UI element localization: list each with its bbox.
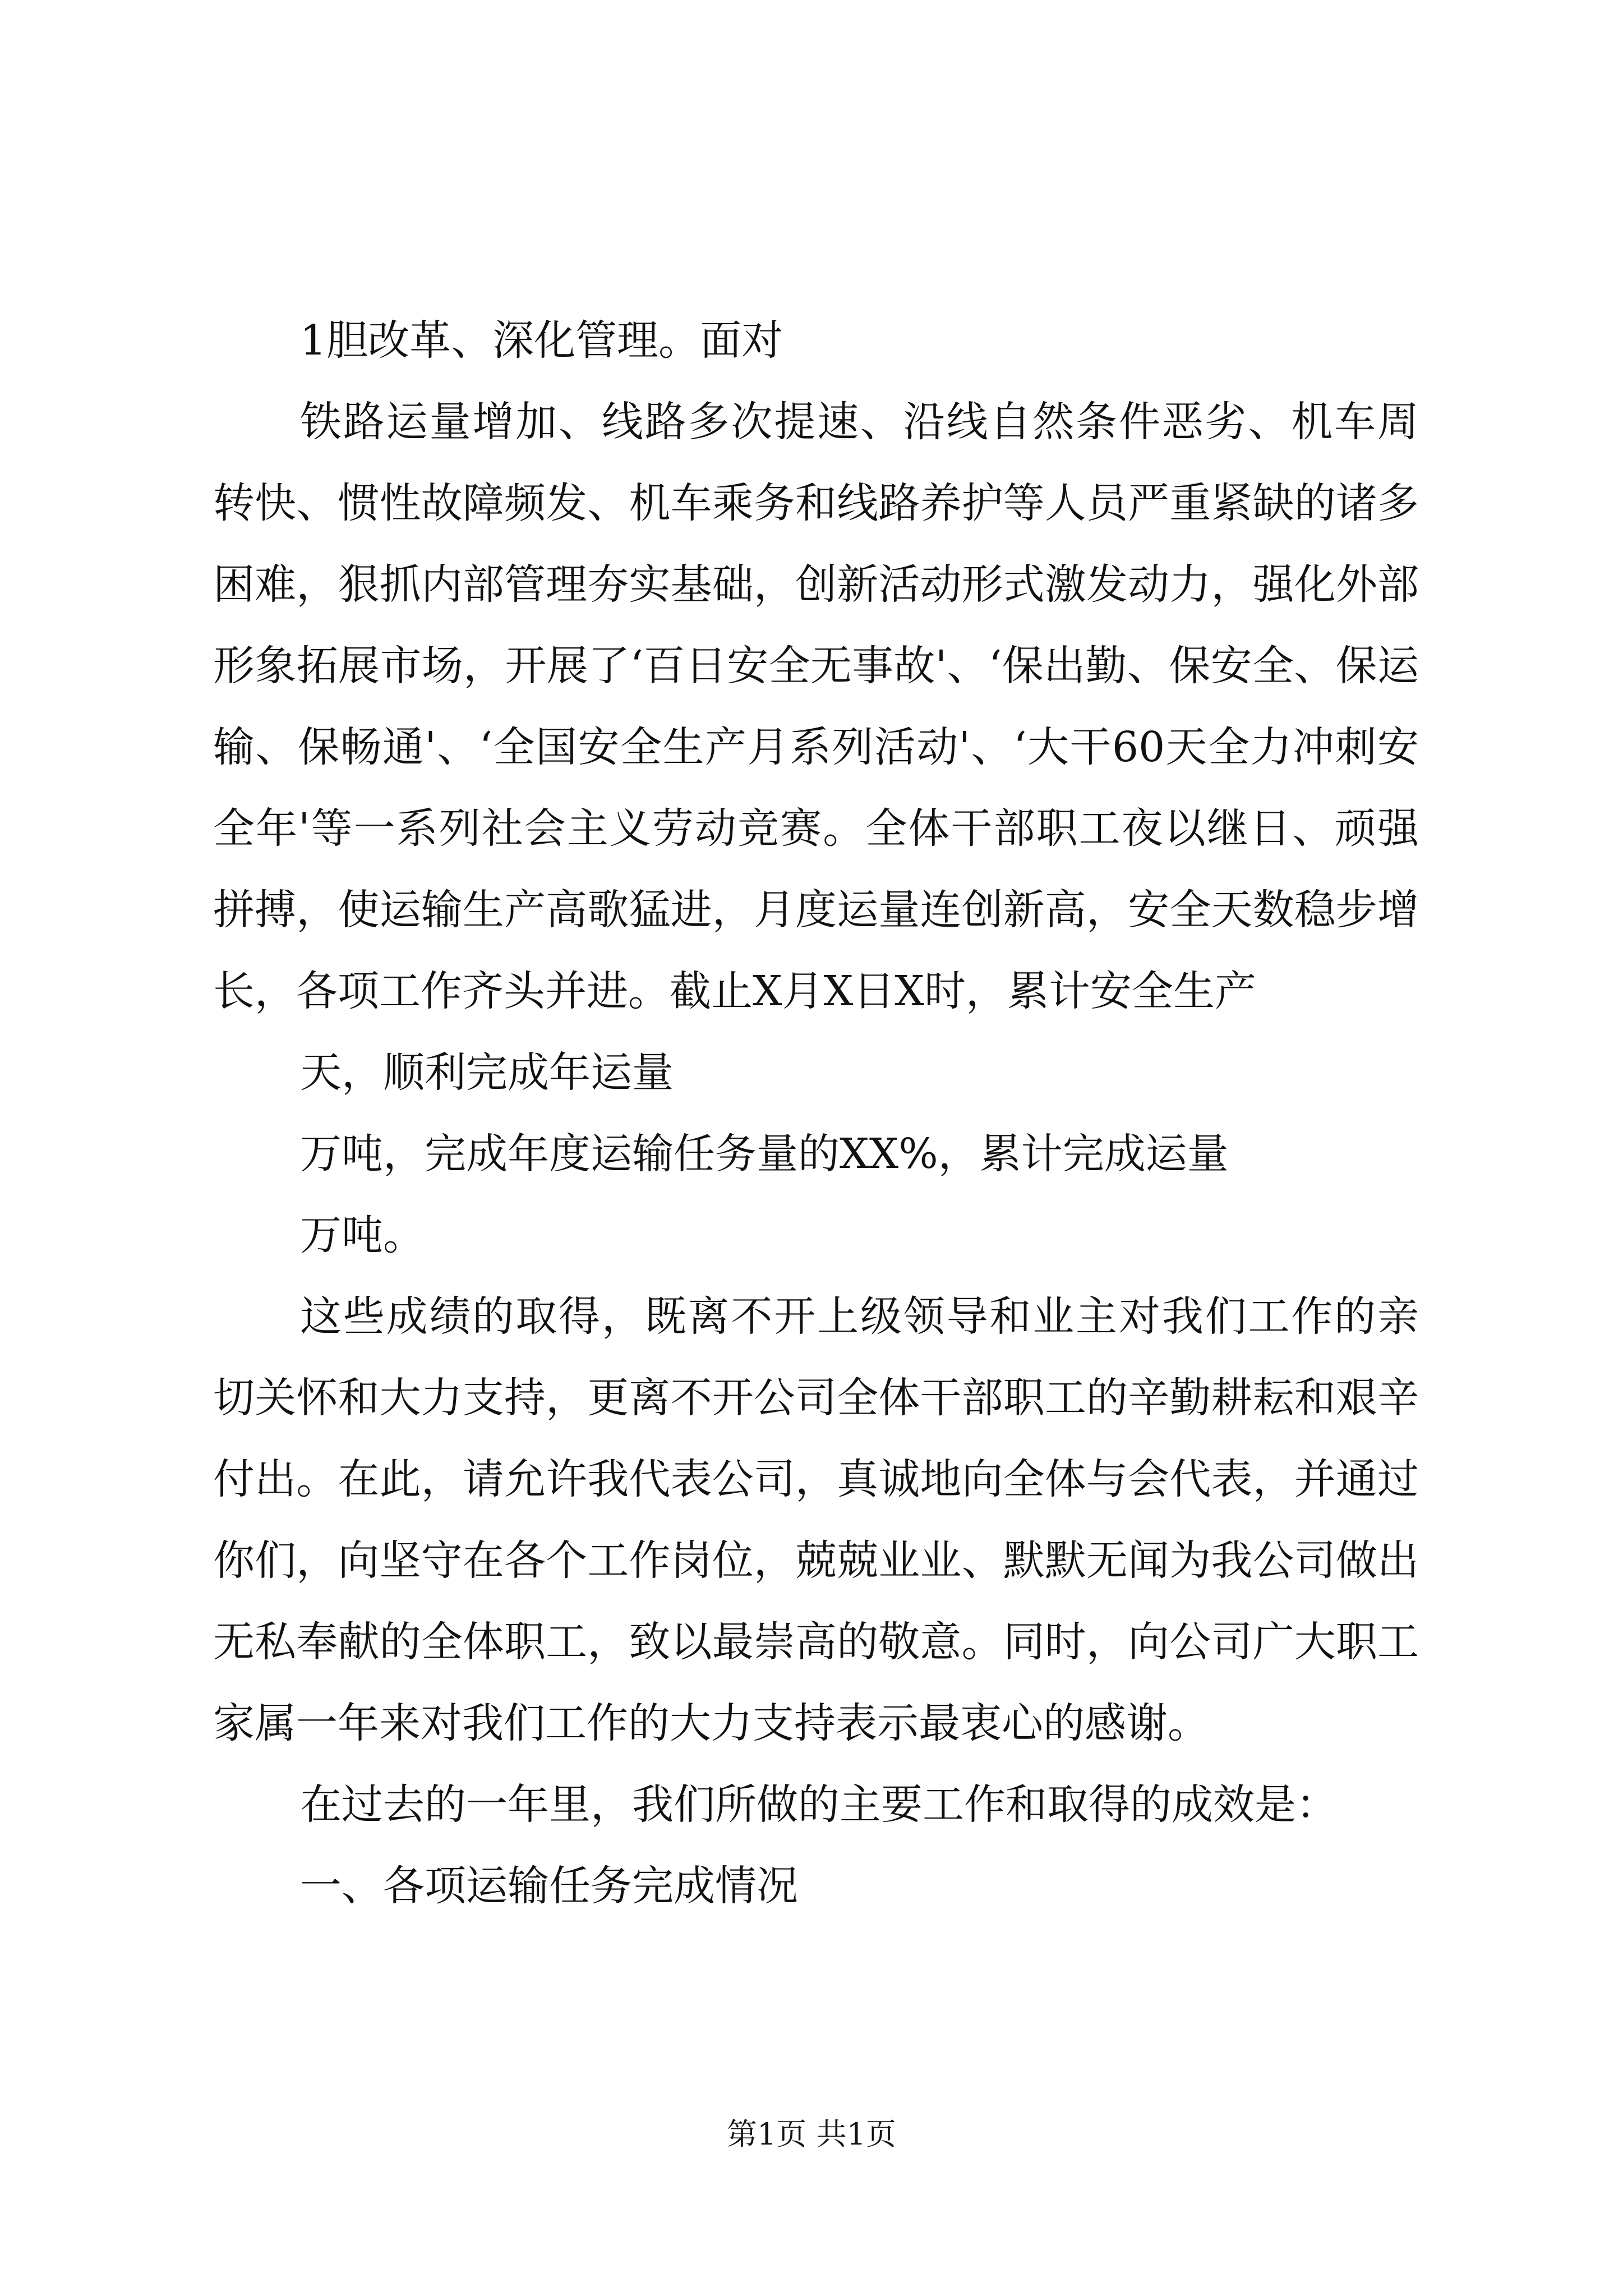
page-footer: 第1页 共1页 — [727, 2116, 896, 2152]
section-heading: 一、各项运输任务完成情况 — [300, 1862, 798, 1910]
paragraph-1: 1胆改革、深化管理。面对 — [300, 316, 783, 365]
document-body — [213, 300, 1419, 1927]
paragraph-4: 万吨，完成年度运输任务量的XX%，累计完成运量 — [300, 1130, 1229, 1178]
paragraph-2: 铁路运量增加、线路多次提速、沿线自然条件恶劣、机车周转快、惯性故障频发、机车乘务和线路养护等人员严重紧缺的诸多困难，狠抓内部管理夯实基础，创新活动形式激发动力，强化外部形象拓展市场，开展了‘百日安全无事故'、‘保出勤、保安全、保运输、保畅通'、‘全国安全生产月系列活动'、‘大干60天全力冲刺安全年'等一系列社会主义劳动竞赛。全体干部职工夜以继日、顽强拼搏，使运输生产高歌猛进，月度运量连创新高，安全天数稳步增长，各项工作齐头并进。截止X月X日X时，累计安全生产 — [213, 398, 1419, 1015]
paragraph-7: 在过去的一年里，我们所做的主要工作和取得的成效是： — [300, 1780, 1338, 1829]
paragraph-6: 这些成绩的取得，既离不开上级领导和业主对我们工作的亲切关怀和大力支持，更离不开公司全体干部职工的辛勤耕耘和艰辛付出。在此，请允许我代表公司，真诚地向全体与会代表，并通过你们，向坚守在各个工作岗位，兢兢业业、默默无闻为我公司做出无私奉献的全体职工，致以最崇高的敬意。同时，向公司广大职工家属一年来对我们工作的大力支持表示最衷心的感谢。 — [213, 1292, 1419, 1747]
paragraph-3: 天，顺利完成年运量 — [300, 1048, 674, 1097]
paragraph-5: 万吨。 — [300, 1211, 425, 1259]
